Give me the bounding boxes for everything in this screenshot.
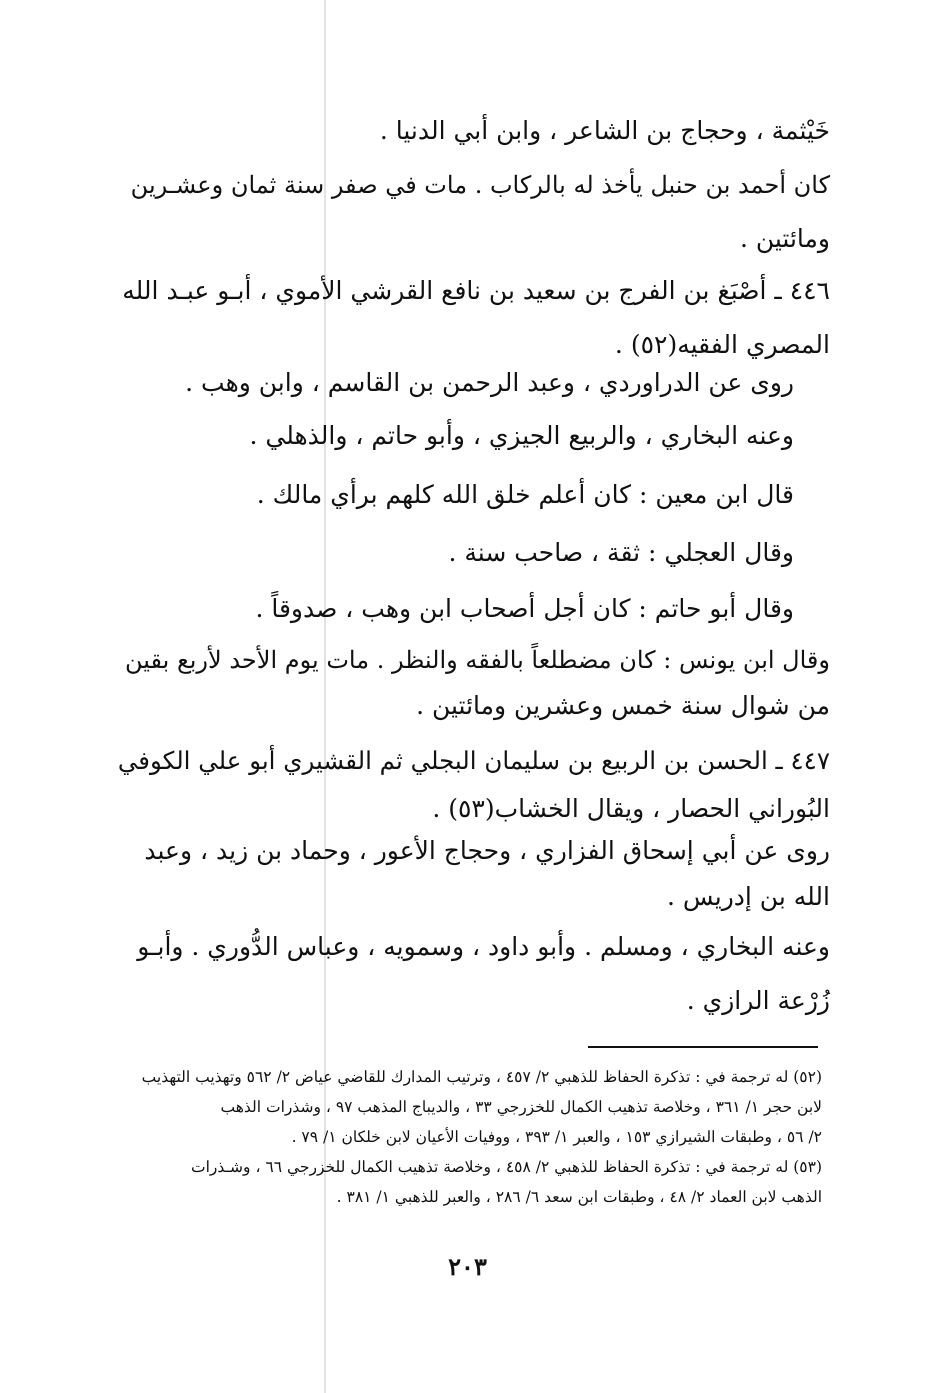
- footnotes: [110, 0, 822, 1240]
- text-line: وقال ابن يونس : كان مضطلعاً بالفقه والنظر . مات يوم الأحد لأربع بقين: [125, 646, 830, 674]
- footnote-line: ٢/ ٥٦ ، وطبقات الشيرازي ١٥٣ ، والعبر ١/ ٣٩٣ ، ووفيات الأعيان لابن خلكان ١/ ٧٩ .: [291, 1128, 822, 1146]
- footnote-line: (٥٣) له ترجمة في : تذكرة الحفاظ للذهبي ٢/ ٤٥٨ ، وخلاصة تذهيب الكمال للخزرجي ٦٦ ، وشـذرات: [190, 1158, 822, 1176]
- text-line: زُرْعة الرازي .: [686, 986, 830, 1015]
- entry-446-heading: ٤٤٦ ـ أصْبَغ بن الفرج بن سعيد بن نافع القرشي الأموي ، أبـو عبـد الله: [122, 276, 830, 305]
- footnote-line: الذهب لابن العماد ٢/ ٤٨ ، وطبقات ابن سعد ٦/ ٢٨٦ ، والعبر للذهبي ١/ ٣٨١ .: [336, 1188, 822, 1206]
- text-line: وقال العجلي : ثقة ، صاحب سنة .: [448, 538, 794, 567]
- text-line: الله بن إدريس .: [666, 882, 830, 911]
- text-line: روى عن الدراوردي ، وعبد الرحمن بن القاسم ، وابن وهب .: [185, 368, 794, 397]
- footnote-line: لابن حجر ١/ ٣٦١ ، وخلاصة تذهيب الكمال للخزرجي ٣٣ ، والديباج المذهب ٩٧ ، وشذرات الذهب: [220, 1098, 822, 1116]
- text-line: البُوراني الحصار ، ويقال الخشاب(٥٣) .: [432, 794, 830, 823]
- text-line: خَيْثمة ، وحجاج بن الشاعر ، وابن أبي الدنيا .: [379, 116, 830, 145]
- text-line: المصري الفقيه(٥٢) .: [614, 330, 830, 359]
- text-line: كان أحمد بن حنبل يأخذ له بالركاب . مات في صفر سنة ثمان وعشـرين: [130, 171, 830, 199]
- text-line: وعنه البخاري ، ومسلم . وأبو داود ، وسمويه ، وعباس الدُّوري . وأبـو: [137, 932, 830, 961]
- text-line: وعنه البخاري ، والربيع الجيزي ، وأبو حاتم ، والذهلي .: [249, 421, 794, 450]
- text-line: قال ابن معين : كان أعلم خلق الله كلهم برأي مالك .: [256, 480, 794, 509]
- page-number: ٢٠٣: [448, 1252, 487, 1281]
- text-line: ومائتين .: [739, 224, 830, 253]
- entry-447-heading: ٤٤٧ ـ الحسن بن الربيع بن سليمان البجلي ثم القشيري أبو علي الكوفي: [117, 746, 830, 775]
- footnote-line: (٥٢) له ترجمة في : تذكرة الحفاظ للذهبي ٢/ ٤٥٧ ، وترتيب المدارك للقاضي عياض ٢/ ٥٦٢ وتهذيب التهذيب: [141, 1068, 822, 1086]
- text-line: وقال أبو حاتم : كان أجل أصحاب ابن وهب ، صدوقاً .: [255, 594, 794, 623]
- text-line: روى عن أبي إسحاق الفزاري ، وحجاج الأعور ، وحماد بن زيد ، وعبد: [144, 836, 830, 865]
- text-line: من شوال سنة خمس وعشرين ومائتين .: [416, 691, 830, 720]
